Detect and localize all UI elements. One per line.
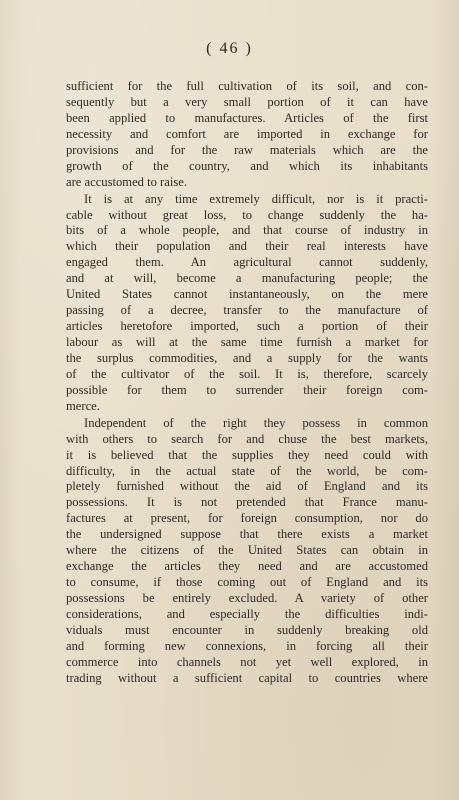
text-line: sequently but a very small portion of it can have	[66, 94, 428, 109]
text-line: articles heretofore imported, such a portion of their	[66, 319, 428, 334]
text-line: exchange the articles they need and are accustomed	[66, 559, 428, 574]
text-line: the undersigned suppose that there exists a market	[66, 527, 428, 542]
text-line: the surplus commodities, and a supply for the wants	[66, 350, 428, 365]
text-line: possessions be entirely excluded. A variety of other	[66, 591, 428, 605]
text-line: factures at present, for foreign consumption, nor do	[66, 511, 428, 526]
paragraph-3	[66, 416, 428, 687]
text-line: cable without great loss, to change suddenly the ha-	[66, 207, 428, 222]
text-line: which their population and their real interests have	[66, 239, 428, 254]
text-line: engaged them. An agricultural cannot suddenly,	[66, 255, 428, 270]
paragraph-2	[66, 192, 428, 415]
text-line: necessity and comfort are imported in exchange for	[66, 126, 428, 141]
text-line: considerations, and especially the difficulties indi-	[66, 606, 428, 621]
text-line: Independent of the right they possess in common	[84, 415, 428, 430]
text-line: it is believed that the supplies they need could with	[66, 447, 428, 462]
text-line: passing of a decree, transfer to the manufacture of	[66, 303, 428, 318]
text-line: sufficient for the full cultivation of its soil, and con-	[66, 79, 428, 93]
paragraph-1	[66, 79, 428, 191]
text-line: merce.	[66, 398, 100, 413]
text-line: growth of the country, and which its inhabitants	[66, 158, 428, 173]
text-line: bits of a whole people, and that course of industry in	[66, 223, 428, 238]
text-line: with others to search for and chuse the best markets,	[66, 431, 428, 446]
text-line: been applied to manufactures. Articles of the first	[66, 110, 428, 125]
text-line: of the cultivator of the soil. It is, therefore, scarcely	[66, 366, 428, 381]
text-line: viduals must encounter in suddenly breaking old	[66, 622, 428, 637]
text-line: possible for them to surrender their foreign com-	[66, 382, 428, 397]
text-line: and at will, become a manufacturing people; the	[66, 271, 428, 286]
text-line: commerce into channels not yet well explored, in	[66, 654, 428, 669]
text-line: and forming new connexions, in forcing all their	[66, 638, 428, 653]
text-line: possessions. It is not pretended that France manu-	[66, 495, 428, 510]
text-line: provisions and for the raw materials which are the	[66, 142, 428, 157]
text-line: labour as will at the same time furnish a market for	[66, 335, 428, 349]
text-line: difficulty, in the actual state of the world, be com-	[66, 463, 428, 478]
body-text	[66, 79, 428, 687]
page-number: ( 46 )	[206, 40, 253, 57]
text-line: trading without a sufficient capital to countries where	[66, 670, 428, 685]
text-line: where the citizens of the United States can obtain in	[66, 543, 428, 558]
text-line: to consume, if those coming out of England and its	[66, 575, 428, 590]
text-line: It is at any time extremely difficult, nor is it practi-	[84, 191, 428, 206]
text-line: United States cannot instantaneously, on the mere	[66, 287, 428, 302]
text-line: pletely furnished without the aid of England and its	[66, 479, 428, 494]
text-line: are accustomed to raise.	[66, 174, 187, 189]
